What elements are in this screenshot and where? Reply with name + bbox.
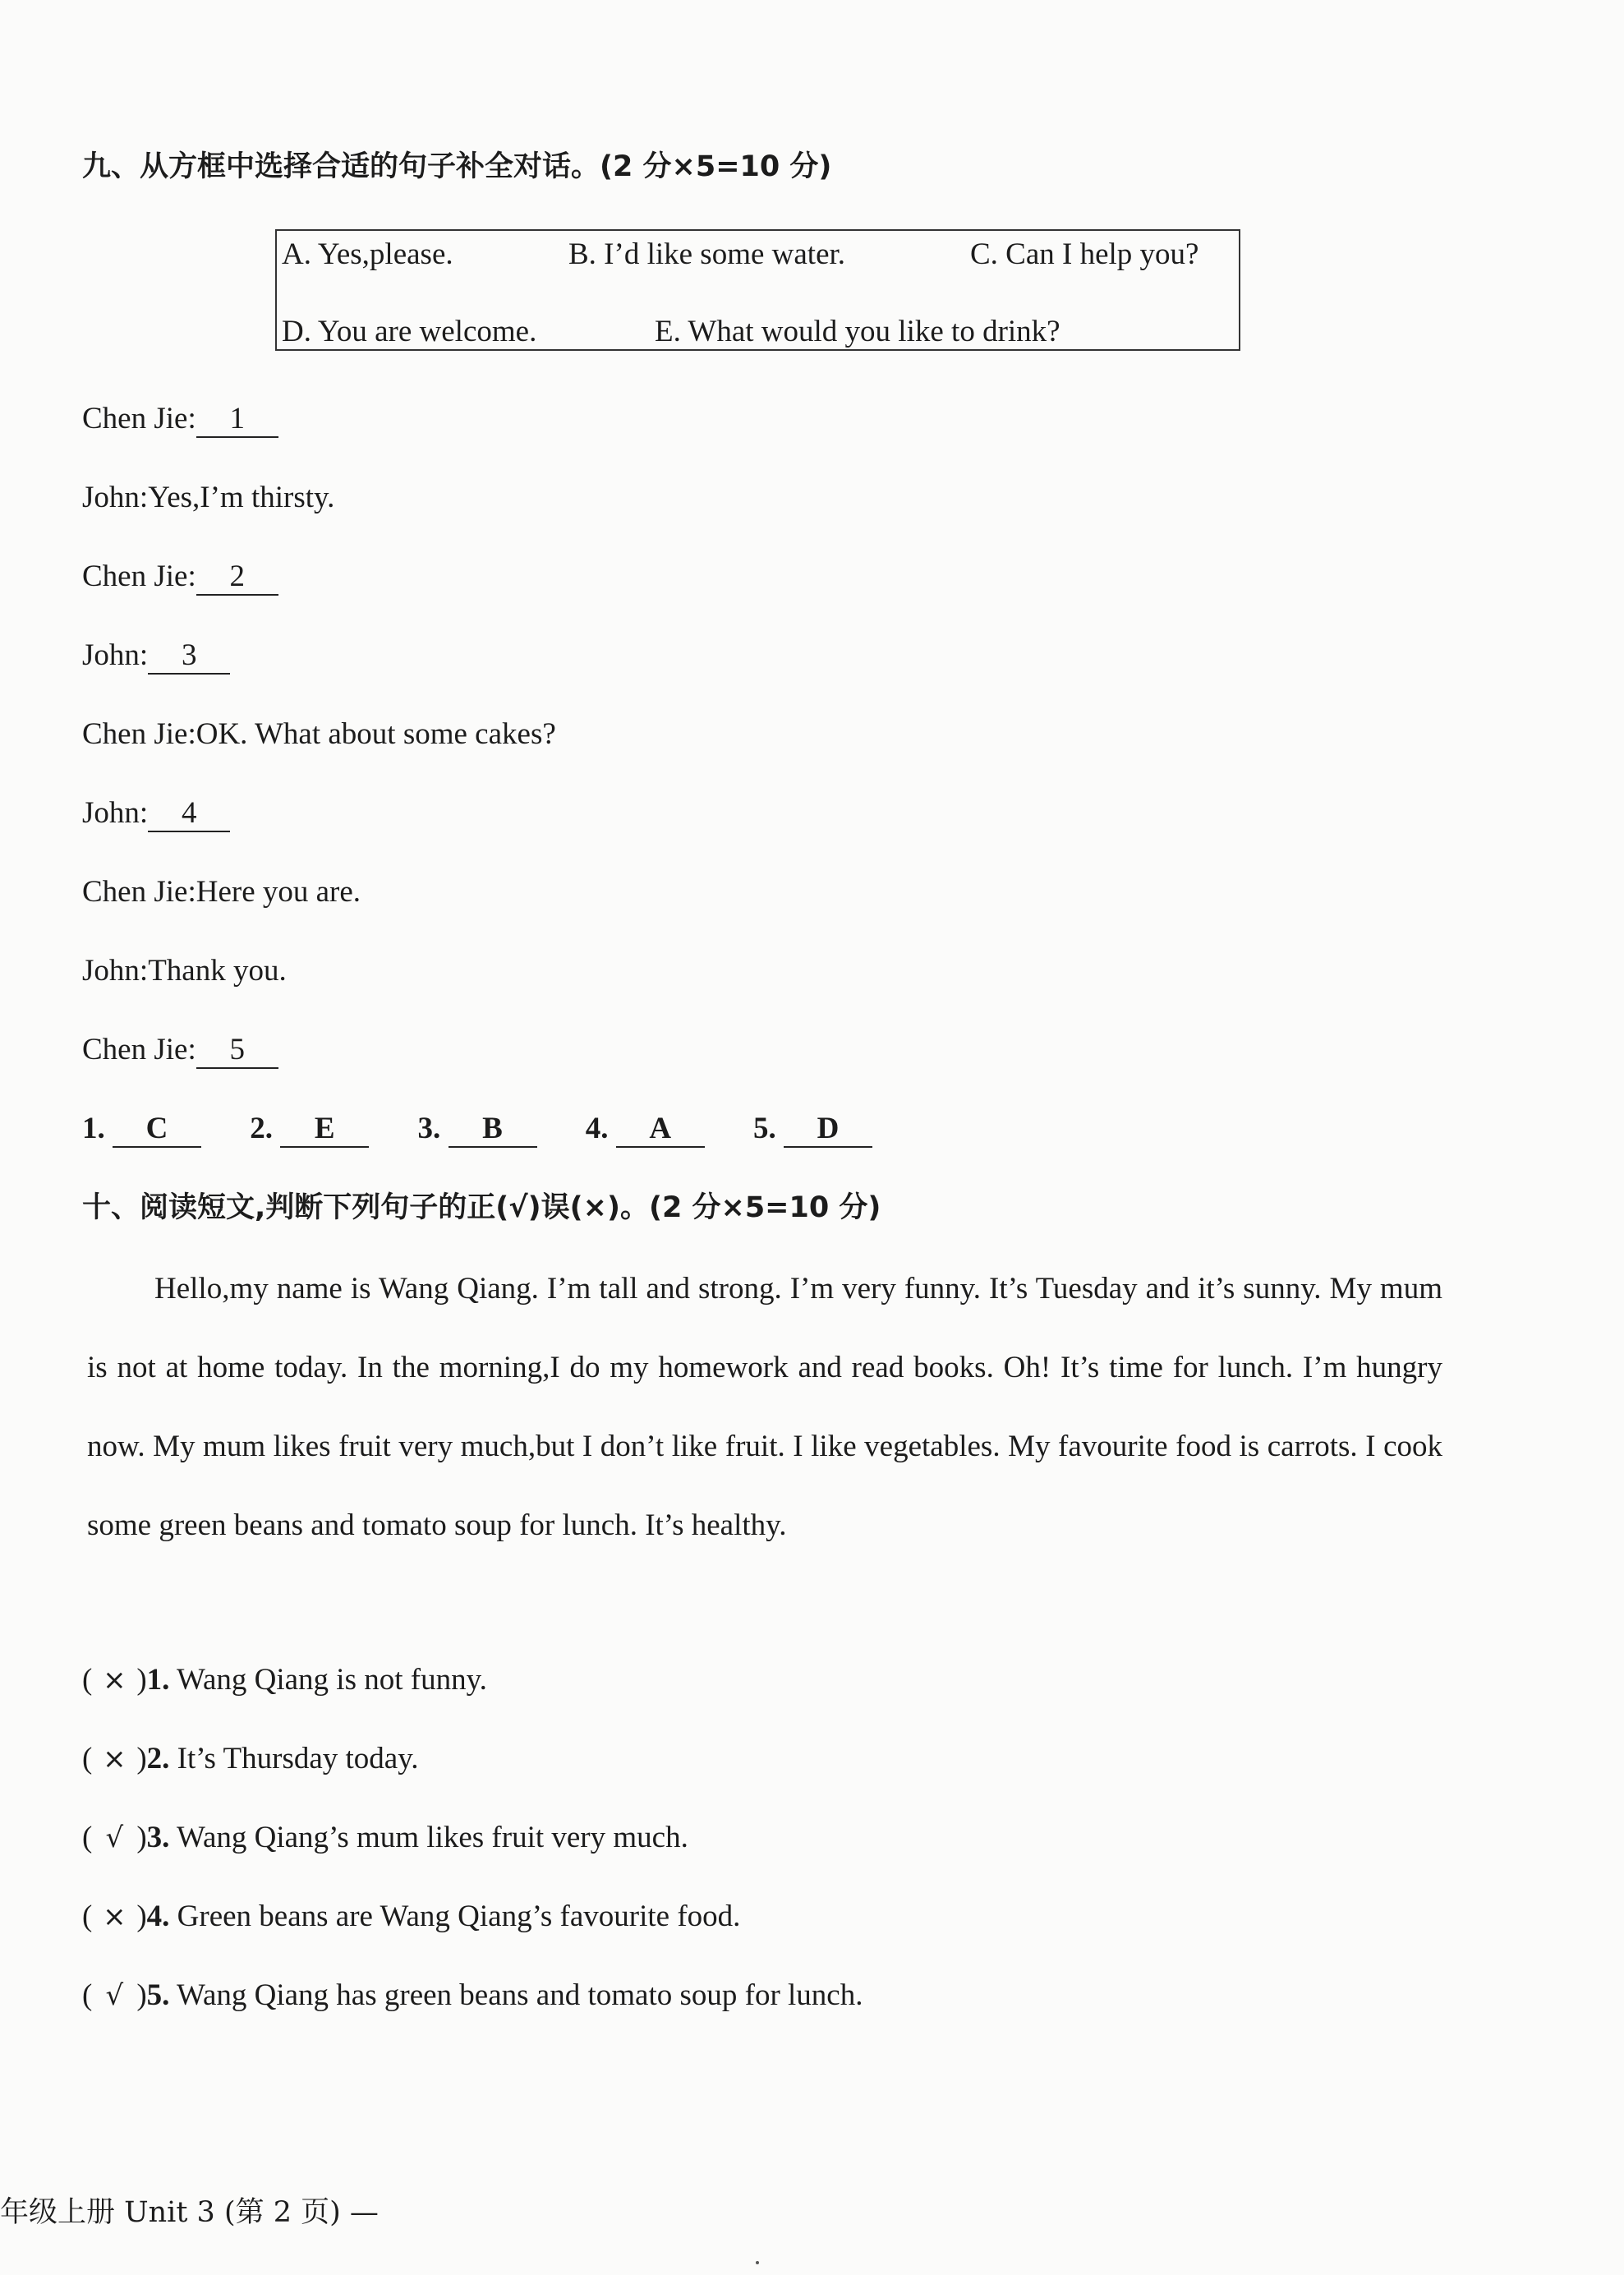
tf-text: Wang Qiang’s mum likes fruit very much. [177,1821,688,1854]
dialogue-text: Thank you. [148,954,287,988]
dialogue-line [82,716,556,753]
answer-number: 4. [585,1112,609,1145]
tf-number: 5. [146,1978,170,2012]
tf-number: 3. [146,1821,170,1854]
dialogue-text: Yes,I’m thirsty. [148,481,335,514]
page-footer: 年级上册 Unit 3 (第 2 页) — [0,2196,379,2229]
tf-text: Green beans are Wang Qiang’s favourite food. [177,1900,741,1933]
tf-mark[interactable]: × [103,1664,127,1697]
dialogue-line [82,952,287,990]
blank-2[interactable]: 2 [196,560,278,596]
dialogue-text: OK. What about some cakes? [196,717,556,751]
tf-item [82,1819,688,1857]
answer-item [82,1110,201,1148]
tf-text: Wang Qiang is not funny. [177,1663,487,1697]
paren-close: ) [136,1978,147,2012]
paren-open: ( [82,1742,93,1775]
choices-box [275,229,1240,351]
choice-b: B. I’d like some water. [568,237,846,271]
tf-text: It’s Thursday today. [177,1742,419,1775]
blank-4[interactable]: 4 [148,796,230,832]
speaker: Chen Jie: [82,875,196,909]
tf-mark[interactable]: √ [105,1979,124,2012]
speaker: John: [82,954,149,988]
answer-value[interactable]: B [449,1112,537,1148]
answer-value[interactable]: E [280,1112,369,1148]
answer-item [753,1110,872,1148]
speaker: Chen Jie: [82,1033,196,1066]
dialogue-line [82,479,334,517]
paren-close: ) [136,1742,147,1775]
answer-number: 5. [753,1112,776,1145]
section10-heading: 十、阅读短文,判断下列句子的正(√)误(×)。(2 分×5=10 分) [82,1191,881,1224]
reading-passage [87,1250,1442,1565]
tf-item [82,1977,863,2015]
dialogue-line [82,794,230,832]
tf-number: 2. [146,1742,170,1775]
answer-value[interactable]: A [616,1112,705,1148]
answer-number: 2. [250,1112,273,1145]
dialogue-line [82,1031,278,1069]
dialogue-line [82,873,361,911]
paren-close: ) [136,1900,147,1933]
blank-3[interactable]: 3 [148,638,230,675]
tf-item [82,1898,740,1936]
choice-e: E. What would you like to drink? [655,315,1060,348]
tf-item [82,1661,487,1699]
answer-value[interactable]: C [113,1112,201,1148]
choice-a: A. Yes,please. [282,237,453,271]
speaker: John: [82,481,149,514]
tf-number: 1. [146,1663,170,1697]
section9-heading: 九、从方框中选择合适的句子补全对话。(2 分×5=10 分) [82,150,832,183]
answer-item [250,1110,369,1148]
dialogue-line [82,637,230,675]
blank-5[interactable]: 5 [196,1033,278,1069]
speaker: John: [82,638,149,672]
speaker: Chen Jie: [82,717,196,751]
tf-number: 4. [146,1900,170,1933]
tf-mark[interactable]: × [103,1743,127,1775]
answer-item [586,1110,705,1148]
tf-mark[interactable]: × [103,1900,127,1933]
answer-number: 1. [82,1112,105,1145]
answer-number: 3. [417,1112,441,1145]
blank-1[interactable]: 1 [196,402,278,438]
speaker: Chen Jie: [82,402,196,435]
choice-c: C. Can I help you? [970,237,1199,271]
answer-item [418,1110,537,1148]
paren-open: ( [82,1663,93,1697]
tf-text: Wang Qiang has green beans and tomato soup for lunch. [177,1978,863,2012]
paren-close: ) [136,1821,147,1854]
dialogue-line [82,558,278,596]
dialogue-line [82,400,278,438]
speaker: John: [82,796,149,830]
scan-dot [756,2261,759,2264]
tf-mark[interactable]: √ [105,1821,124,1854]
answer-row [82,1110,913,1148]
paren-open: ( [82,1978,93,2012]
choice-d: D. You are welcome. [282,315,537,348]
paren-open: ( [82,1821,93,1854]
paren-close: ) [136,1663,147,1697]
paren-open: ( [82,1900,93,1933]
tf-item [82,1740,419,1778]
speaker: Chen Jie: [82,560,196,593]
passage-text: Hello,my name is Wang Qiang. I’m tall and strong. I’m very funny. It’s Tuesday and it’s sunny. My mum is not at home today. In the morning,I do my homework and read books. Oh! It’s time for lunch. I’m hungry now. My mum likes fruit very much,but I don’t like fruit. I like vegetables. My favourite food is carrots. I cook some green beans and tomato soup for lunch. It’s healthy. [87,1272,1442,1542]
answer-value[interactable]: D [784,1112,872,1148]
dialogue-text: Here you are. [196,875,361,909]
